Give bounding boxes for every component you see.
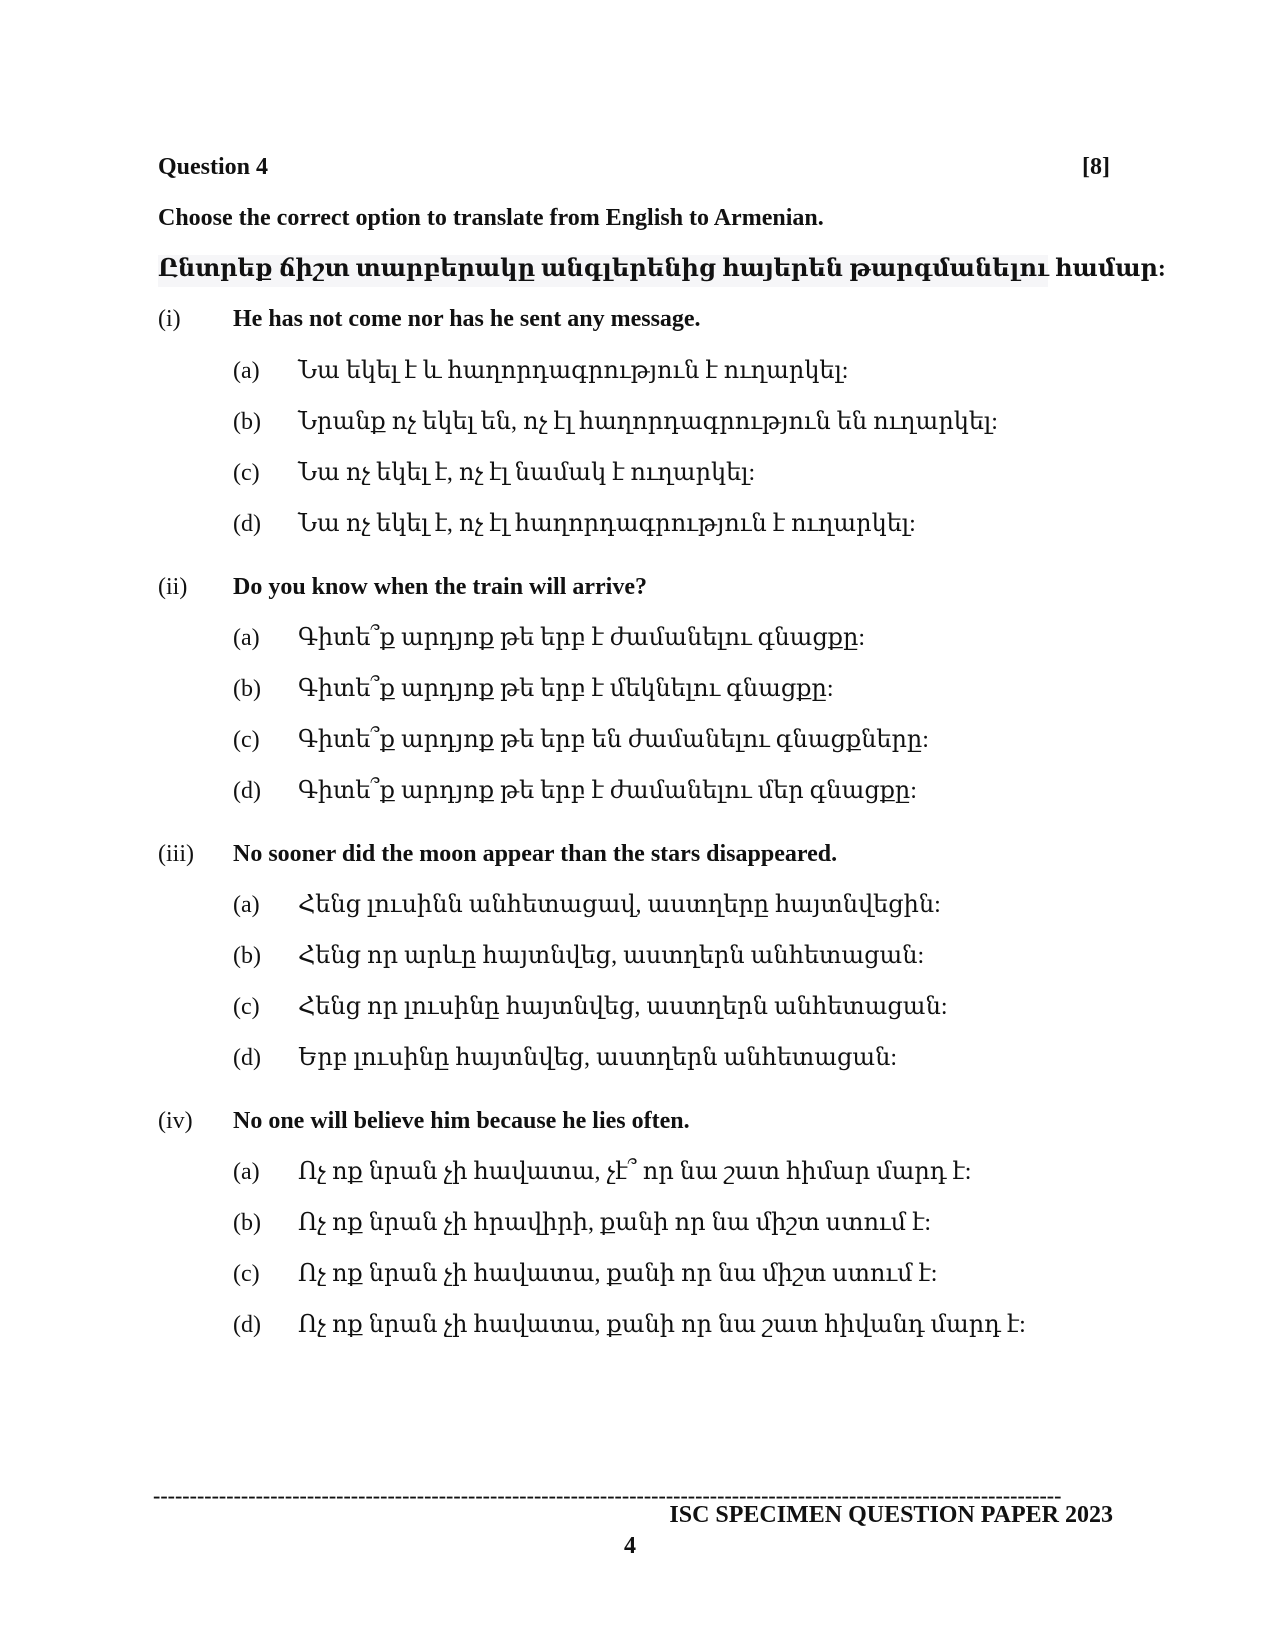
option-text: Գիտե՞ք արդյոք թե երբ է ժամանելու մեր գնացքը: [298, 778, 917, 804]
option-label: (b) [233, 943, 261, 969]
question-number: (iv) [158, 1108, 193, 1134]
option-text: Գիտե՞ք արդյոք թե երբ է մեկնելու գնացքը: [298, 676, 834, 702]
option-text: Գիտե՞ք արդյոք թե երբ է ժամանելու գնացքը: [298, 625, 865, 651]
question-number: (iii) [158, 841, 194, 867]
option-text: Երբ լուսինը հայտնվեց, աստղերն անհետացան: [298, 1045, 898, 1071]
option-label: (b) [233, 676, 261, 702]
option-text: Նա ոչ եկել է, ոչ էլ հաղորդագրություն է ուղարկել: [298, 511, 916, 537]
option-label: (c) [233, 460, 260, 486]
option-text: Ոչ ոք նրան չի հավատա, քանի որ նա միշտ ստում է: [298, 1261, 938, 1287]
option-label: (a) [233, 892, 260, 918]
option-label: (b) [233, 1210, 261, 1236]
option-text: Ոչ ոք նրան չի հավատա, չէ՞ որ նա շատ հիմար մարդ է: [298, 1159, 972, 1185]
option-label: (d) [233, 1045, 261, 1071]
option-text: Նա ոչ եկել է, ոչ էլ նամակ է ուղարկել: [298, 460, 756, 486]
question-number: (ii) [158, 574, 188, 600]
option-text: Գիտե՞ք արդյոք թե երբ են ժամանելու գնացքները: [298, 727, 929, 753]
question-text: No one will believe him because he lies often. [233, 1108, 690, 1134]
option-text: Ոչ ոք նրան չի հավատա, քանի որ նա շատ հիվանդ մարդ է: [298, 1312, 1026, 1338]
instruction-armenian: Ընտրեք ճիշտ տարբերակը անգլերենից հայերեն թարգմանելու համար: [158, 256, 1166, 282]
option-label: (a) [233, 358, 260, 384]
option-label: (d) [233, 778, 261, 804]
footer-separator: ---------------------------------------------------------------------------------------------------------------------------- [153, 1483, 1062, 1508]
option-label: (a) [233, 1159, 260, 1185]
question-text: Do you know when the train will arrive? [233, 574, 647, 600]
option-text: Ոչ ոք նրան չի հրավիրի, քանի որ նա միշտ ստում է: [298, 1210, 931, 1236]
option-label: (d) [233, 1312, 261, 1338]
option-label: (c) [233, 727, 260, 753]
footer-paper-title: ISC SPECIMEN QUESTION PAPER 2023 [669, 1502, 1113, 1528]
page-number: 4 [624, 1533, 636, 1559]
question-text: No sooner did the moon appear than the stars disappeared. [233, 841, 838, 867]
option-text: Նա եկել է և հաղորդագրություն է ուղարկել: [298, 358, 849, 384]
question-title: Question 4 [158, 154, 269, 180]
option-label: (a) [233, 625, 260, 651]
option-label: (b) [233, 409, 261, 435]
marks-label: [8] [1082, 154, 1110, 180]
question-number: (i) [158, 306, 181, 332]
option-text: Նրանք ոչ եկել են, ոչ էլ հաղորդագրություն են ուղարկել: [298, 409, 998, 435]
option-label: (c) [233, 994, 260, 1020]
option-label: (c) [233, 1261, 260, 1287]
option-text: Հենց որ լուսինը հայտնվեց, աստղերն անհետացան: [298, 994, 948, 1020]
question-text: He has not come nor has he sent any message. [233, 306, 701, 332]
option-label: (d) [233, 511, 261, 537]
option-text: Հենց լուսինն անհետացավ, աստղերը հայտնվեցին: [298, 892, 941, 918]
instruction-english: Choose the correct option to translate from English to Armenian. [158, 205, 824, 231]
option-text: Հենց որ արևը հայտնվեց, աստղերն անհետացան: [298, 943, 925, 969]
